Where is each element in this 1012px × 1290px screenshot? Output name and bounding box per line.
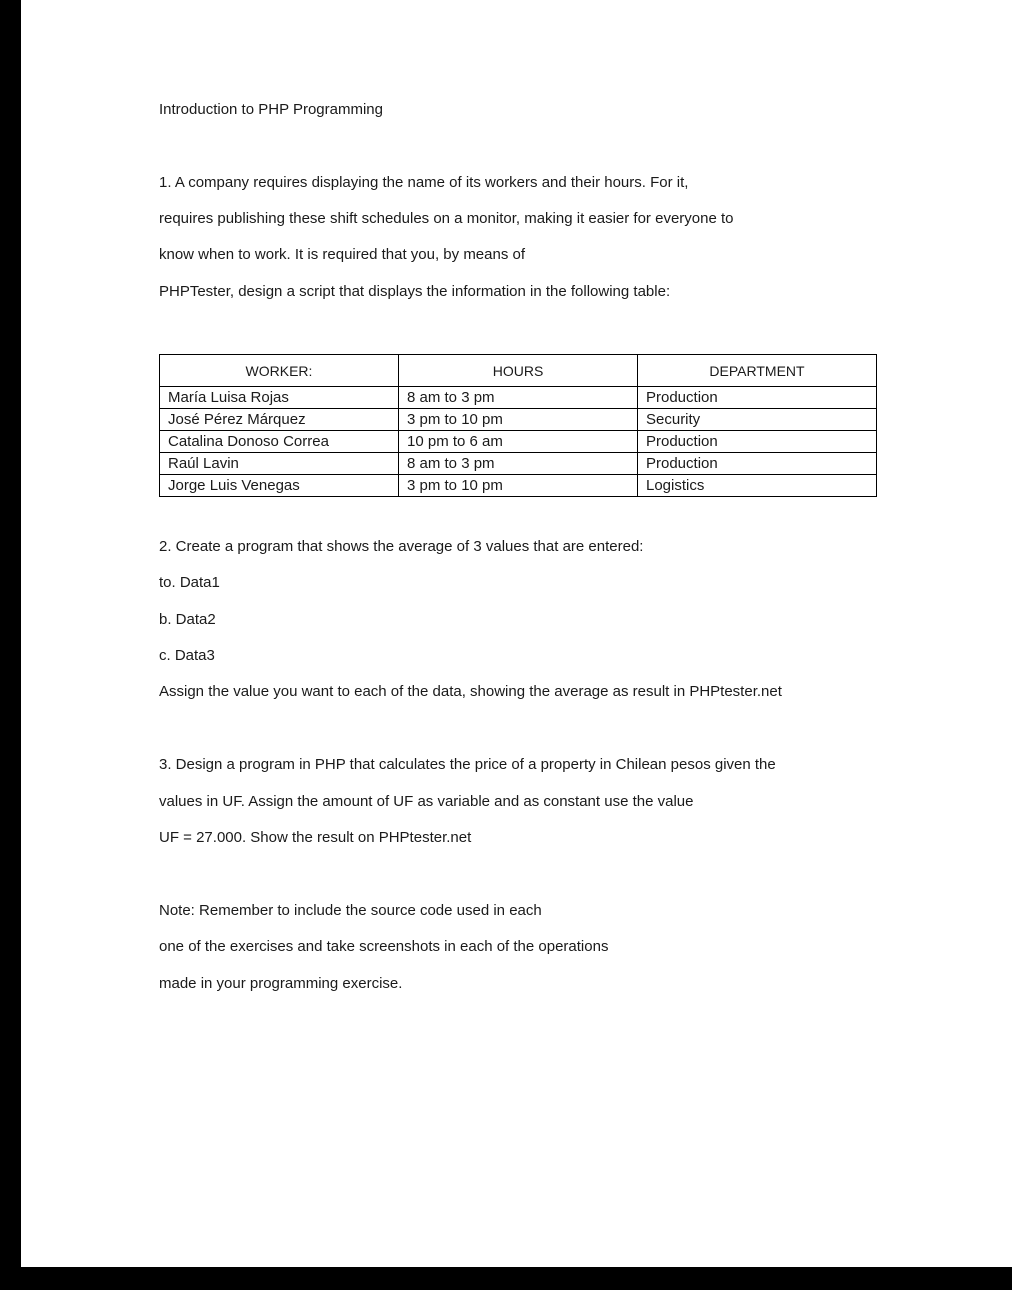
department-cell: Production [638, 453, 877, 475]
column-header-department: DEPARTMENT [638, 355, 877, 387]
worker-cell: Catalina Donoso Correa [160, 431, 399, 453]
exercise2-line: 2. Create a program that shows the average of 3 values that are entered: [159, 538, 644, 555]
hours-cell: 3 pm to 10 pm [399, 475, 638, 497]
hours-cell: 8 am to 3 pm [399, 453, 638, 475]
hours-cell: 8 am to 3 pm [399, 387, 638, 409]
column-header-worker: WORKER: [160, 355, 399, 387]
table-row [160, 431, 877, 453]
exercise1-line: 1. A company requires displaying the name of its workers and their hours. For it, [159, 174, 689, 191]
shift-schedule-table [159, 354, 877, 497]
exercise2-line: Assign the value you want to each of the data, showing the average as result in PHPtester.net [159, 683, 782, 700]
table-row [160, 453, 877, 475]
note-line: Note: Remember to include the source code used in each [159, 902, 542, 919]
table-row [160, 475, 877, 497]
exercise1-line: PHPTester, design a script that displays the information in the following table: [159, 283, 671, 300]
table-row [160, 409, 877, 431]
department-cell: Logistics [638, 475, 877, 497]
worker-cell: María Luisa Rojas [160, 387, 399, 409]
exercise3-line: UF = 27.000. Show the result on PHPtester.net [159, 829, 472, 846]
document-page [21, 0, 1012, 1267]
hours-cell: 10 pm to 6 am [399, 431, 638, 453]
table-row [160, 387, 877, 409]
column-header-hours: HOURS [399, 355, 638, 387]
department-cell: Production [638, 387, 877, 409]
exercise3-line: 3. Design a program in PHP that calculates the price of a property in Chilean pesos given the [159, 756, 776, 773]
hours-cell: 3 pm to 10 pm [399, 409, 638, 431]
worker-cell: Jorge Luis Venegas [160, 475, 399, 497]
table-header-row [160, 355, 877, 387]
department-cell: Production [638, 431, 877, 453]
exercise1-line: know when to work. It is required that you, by means of [159, 246, 526, 263]
exercise2-line: b. Data2 [159, 611, 216, 628]
worker-cell: Raúl Lavin [160, 453, 399, 475]
exercise1-line: requires publishing these shift schedules on a monitor, making it easier for everyone to [159, 210, 734, 227]
exercise2-line: to. Data1 [159, 574, 220, 591]
exercise2-line: c. Data3 [159, 647, 215, 664]
note-line: made in your programming exercise. [159, 975, 403, 992]
exercise3-line: values in UF. Assign the amount of UF as variable and as constant use the value [159, 793, 694, 810]
document-title: Introduction to PHP Programming [159, 101, 383, 118]
worker-cell: José Pérez Márquez [160, 409, 399, 431]
department-cell: Security [638, 409, 877, 431]
note-line: one of the exercises and take screenshots in each of the operations [159, 938, 609, 955]
